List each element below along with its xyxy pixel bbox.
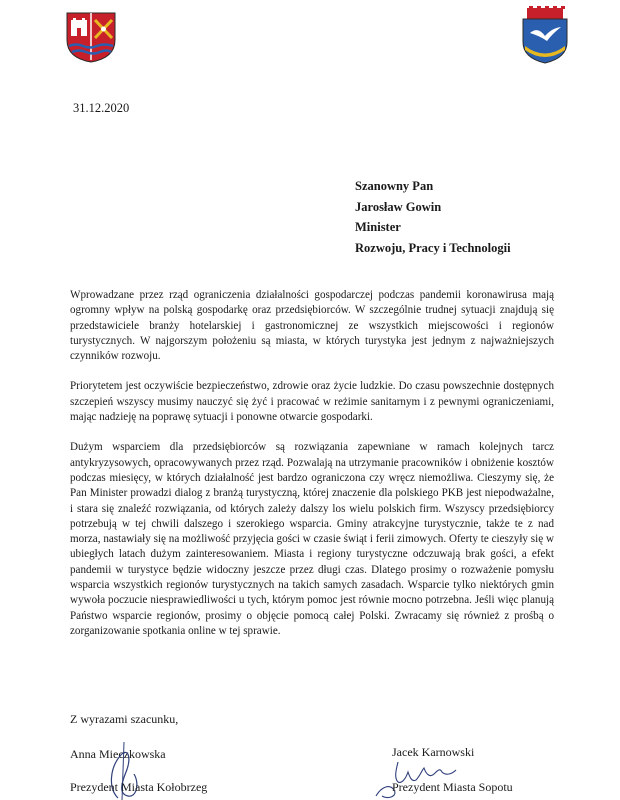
body-paragraph: Priorytetem jest oczywiście bezpieczeństwo, zdrowie oraz życie ludzkie. Do czasu powszechnie dostępnych szczepień wszyscy musimy nauczyć się żyć i pracować w reżimie sanitarnym i z pewnymi ograniczeniami, mając nadzieję na poprawę sytuacji i ponowne otwarcie gospodarki. xyxy=(70,380,554,424)
signatory-role-right: Prezydent Miasta Sopotu xyxy=(392,780,513,794)
letter-body xyxy=(70,288,554,654)
closing-line: Z wyrazami szacunku, xyxy=(70,712,179,726)
signatory-name-left: Anna Mieczkowska xyxy=(70,747,166,761)
signatory-role-left: Prezydent Miasta Kołobrzeg xyxy=(70,780,208,794)
body-paragraph: Wprowadzane przez rząd ograniczenia działalności gospodarczej podczas pandemii koronawirusa mają ogromny wpływ na polską gospodarkę oraz przedsiębiorców. W szczególnie trudnej sytuacji znajdują się przedstawiciele branży hotelarskiej i gastronomicznej ze wszystkich miejscowości i regionów turystycznych. W najgorszym położeniu są miasta, w których turystyka jest jednym z najważniejszych czynników rozwoju. xyxy=(70,289,554,363)
recipient-title: Minister xyxy=(355,220,401,234)
letter-date: 31.12.2020 xyxy=(73,101,130,115)
recipient-block xyxy=(355,176,511,258)
sopot-coat-of-arms-icon xyxy=(520,6,570,64)
recipient-name: Jarosław Gowin xyxy=(355,199,442,214)
kolobrzeg-coat-of-arms-icon xyxy=(64,10,118,64)
recipient-salutation: Szanowny Pan xyxy=(355,179,434,193)
body-paragraph: Dużym wsparciem dla przedsiębiorców są rozwiązania zapewniane w ramach kolejnych tarcz antykryzysowych, opracowywanych przez rząd. Pozwalają na utrzymanie pracowników i obniżenie kosztów podczas miesięcy, w których działalność jest bardzo ograniczona czy wręcz niemożliwa. Cieszymy się, że Pan Minister prowadzi dialog z branżą turystyczną, której znaczenie dla polskiego PKB jest niepodważalne, i stara się znaleźć rozwiązania, od których zależy dalszy los wielu polskich firm. Wszyscy przedsiębiorcy potrzebują w tej chwili dalszego i szerokiego wsparcia. Gminy atrakcyjne turystycznie, także te z nad morza, nastawiały się na możliwość przyjęcia gości w czasie świąt i ferii zimowych. Oferty te cieszyły się w ubiegłych latach dużym zainteresowaniem. Miasta i regiony turystyczne odczuwają brak gości, a efekt pandemii w turystyce będzie widoczny jeszcze przez długi czas. Dlatego prosimy o rozważenie pomysłu wsparcia wszystkich regionów turystycznych na takich samych zasadach. Wsparcie tylko niektórych gmin wywoła poczucie niesprawiedliwości u tych, którym pomoc jest równie mocno potrzebna. Jeśli więc planują Państwo wsparcie regionów, prosimy o objęcie pomocą całej Polski. Zwracamy się również z prośbą o zorganizowanie spotkania online w tej sprawie. xyxy=(70,441,554,637)
signatory-name-right: Jacek Karnowski xyxy=(392,745,475,759)
recipient-ministry: Rozwoju, Pracy i Technologii xyxy=(355,240,511,255)
